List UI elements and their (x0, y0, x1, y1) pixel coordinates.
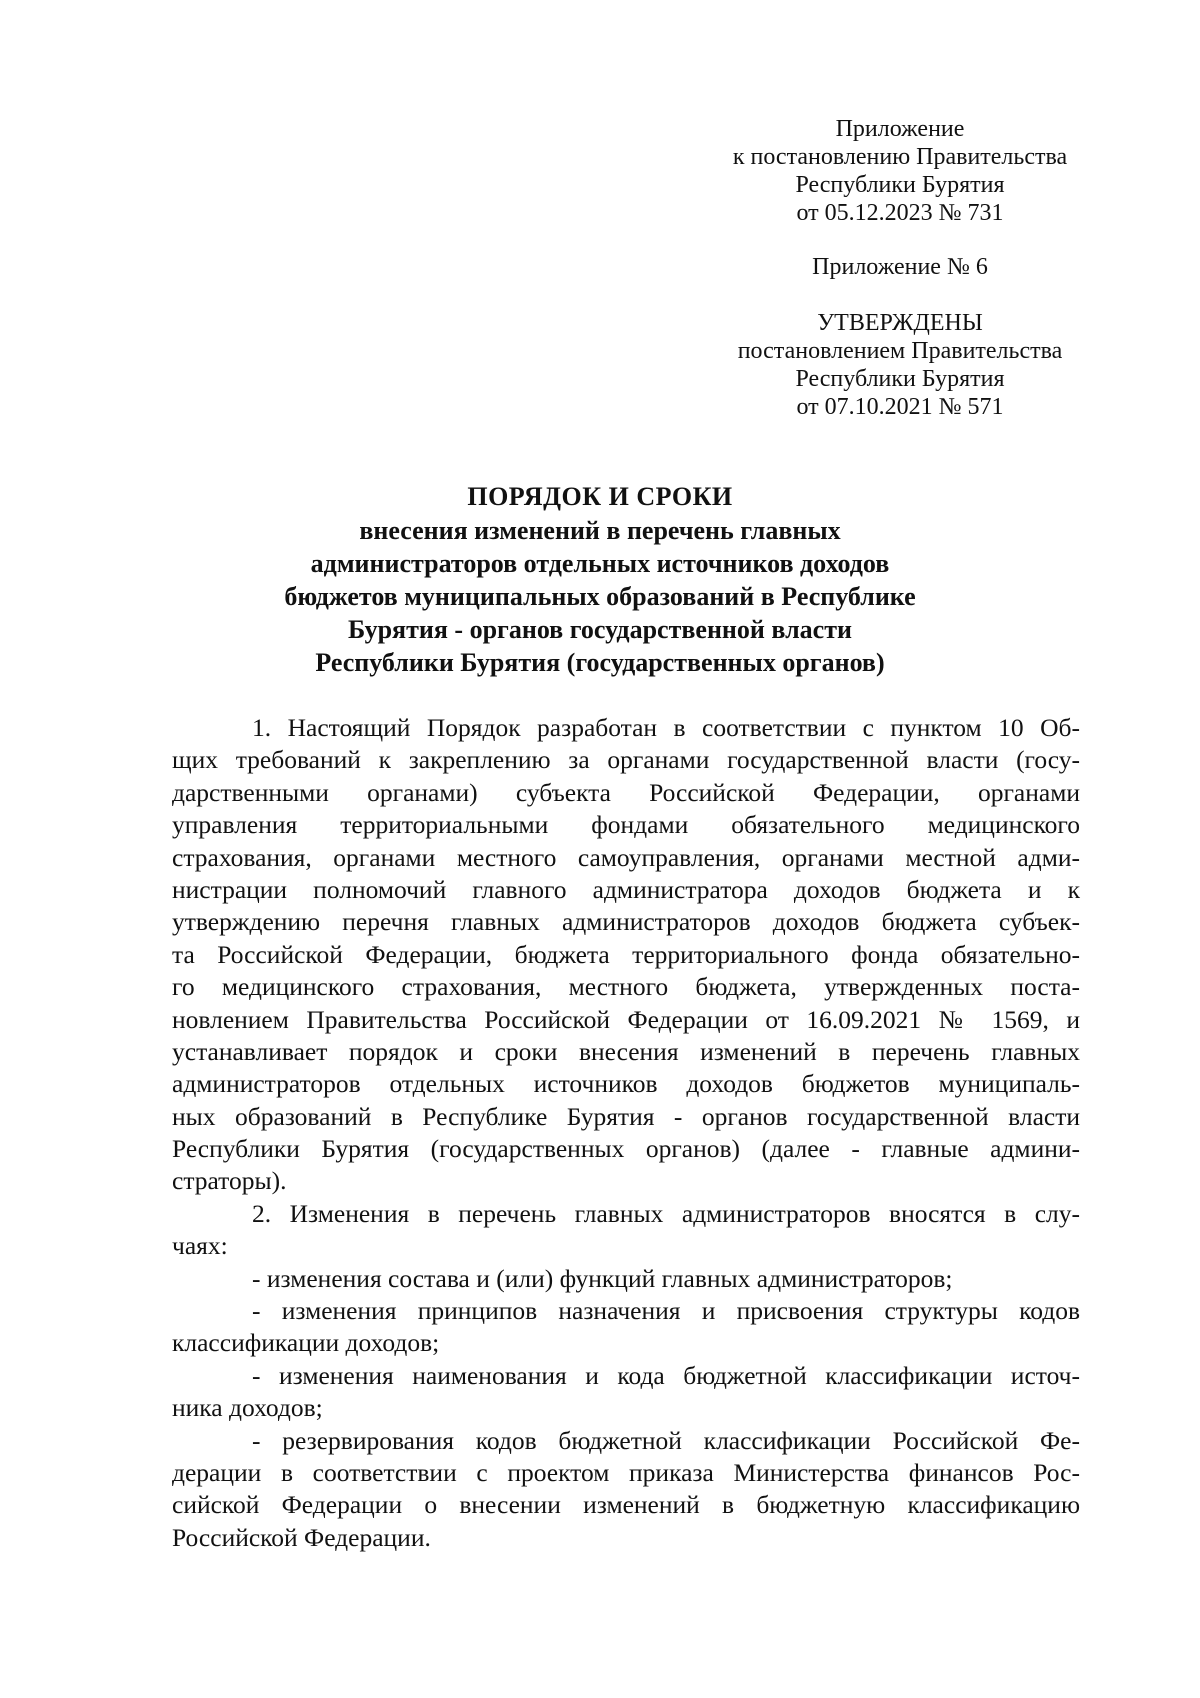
list-item: - изменения наименования и кода бюджетной классификации источ- (252, 1360, 1080, 1390)
appendix-line: от 05.12.2023 № 731 (796, 200, 1004, 226)
appendix-line: Приложение (835, 116, 965, 142)
approved-line: от 07.10.2021 № 571 (796, 394, 1004, 420)
body-line: дарственными органами) субъекта Российской Федерации, органами (172, 777, 1080, 807)
title-sub-line: Республики Бурятия (государственных органов) (315, 648, 885, 677)
body-line: щих требований к закреплению за органами государственной власти (госу- (172, 745, 1080, 775)
body-line: Республики Бурятия (государственных органов) (далее - главные админи- (172, 1134, 1080, 1164)
title-main: ПОРЯДОК И СРОКИ (467, 482, 733, 511)
title-sub-line: Бурятия - органов государственной власти (348, 615, 852, 644)
appendix-number (700, 253, 1100, 281)
body-line: ных образований в Республике Бурятия - органов государственной власти (172, 1101, 1080, 1131)
appendix-line: к постановлению Правительства (732, 144, 1068, 170)
body-line: управления территориальными фондами обязательного медицинского (172, 810, 1080, 840)
appendix-number-text: Приложение № 6 (812, 254, 988, 280)
approved-line: постановлением Правительства (737, 338, 1063, 364)
body-line: страторы). (172, 1166, 287, 1196)
appendix-line: Республики Бурятия (795, 172, 1005, 198)
body-line: чаях: (172, 1231, 228, 1261)
list-item: - изменения состава и (или) функций главных администраторов; (252, 1263, 953, 1293)
body-line: та Российской Федерации, бюджета территориального фонда обязательно- (172, 939, 1080, 969)
document-body (172, 712, 1080, 1554)
list-item: - изменения принципов назначения и присвоения структуры кодов (252, 1296, 1080, 1326)
body-line: го медицинского страхования, местного бюджета, утвержденных поста- (172, 972, 1080, 1002)
title-sub-line: администраторов отдельных источников доходов (310, 549, 890, 578)
title-sub-line: бюджетов муниципальных образований в Республике (284, 582, 916, 611)
title-sub-line: внесения изменений в перечень главных (359, 516, 841, 545)
approved-line: УТВЕРЖДЕНЫ (817, 310, 983, 336)
body-line: сийской Федерации о внесении изменений в бюджетную классификацию (172, 1490, 1080, 1520)
body-line: Российской Федерации. (172, 1522, 431, 1552)
body-line: устанавливает порядок и сроки внесения изменений в перечень главных (172, 1036, 1080, 1066)
appendix-reference (700, 115, 1100, 227)
body-line: страхования, органами местного самоуправления, органами местной адми- (172, 842, 1080, 872)
body-line: дерации в соответствии с проектом приказа Министерства финансов Рос- (172, 1457, 1080, 1487)
body-line: утверждению перечня главных администраторов доходов бюджета субъек- (172, 907, 1080, 937)
body-line: нистрации полномочий главного администратора доходов бюджета и к (172, 874, 1080, 904)
body-line: администраторов отдельных источников доходов бюджетов муниципаль- (172, 1069, 1080, 1099)
body-line: новлением Правительства Российской Федерации от 16.09.2021 № 1569, и (172, 1004, 1080, 1034)
body-line: классификации доходов; (172, 1328, 440, 1358)
approved-line: Республики Бурятия (795, 366, 1005, 392)
list-item: - резервирования кодов бюджетной классификации Российской Фе- (252, 1425, 1080, 1455)
document-title (150, 480, 1050, 679)
approval-stamp-text (700, 309, 1100, 421)
body-line: ника доходов; (172, 1393, 323, 1423)
body-line: 2. Изменения в перечень главных администраторов вносятся в слу- (252, 1198, 1080, 1228)
body-line: 1. Настоящий Порядок разработан в соответствии с пунктом 10 Об- (252, 713, 1080, 742)
